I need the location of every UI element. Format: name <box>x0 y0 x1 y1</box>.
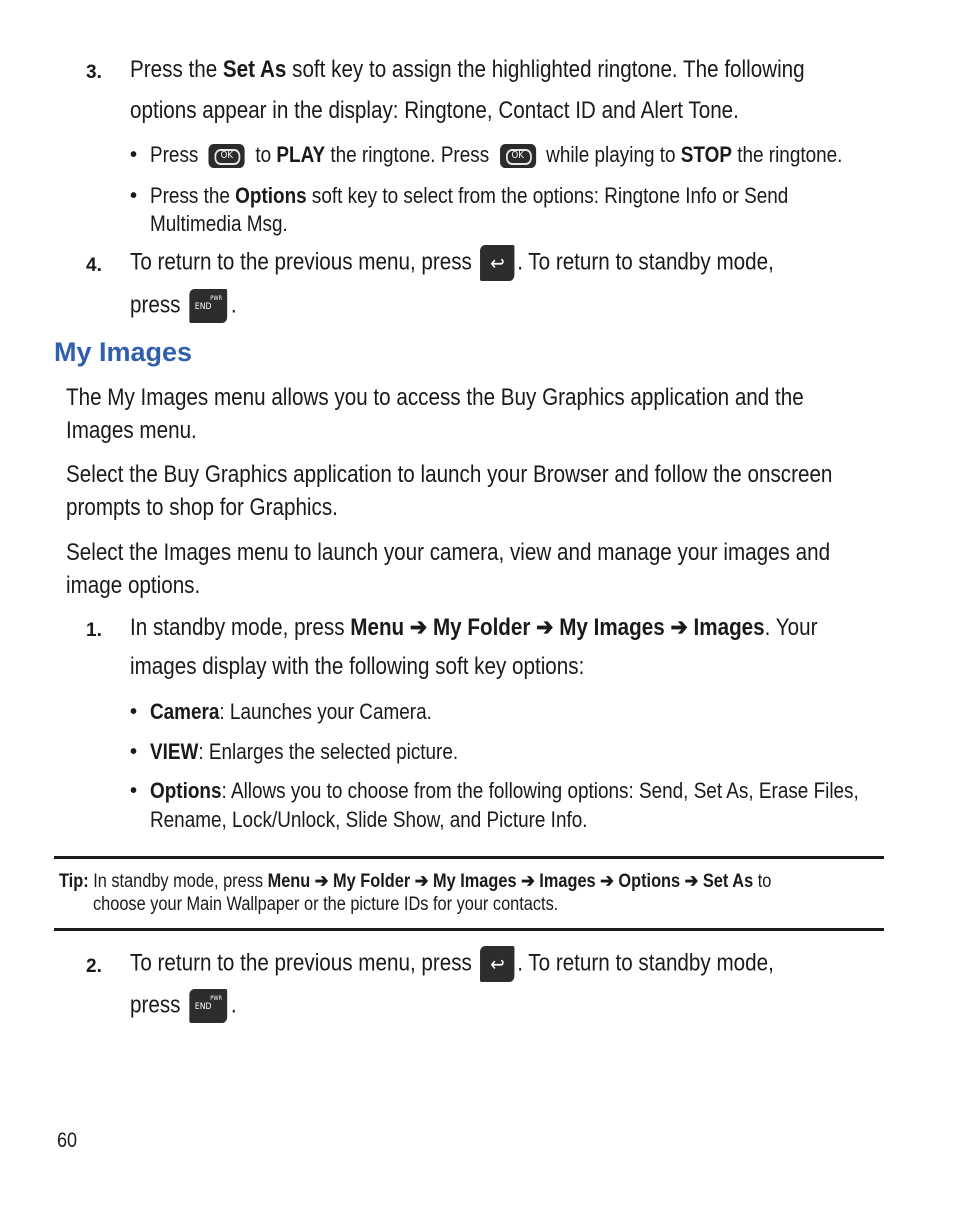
paragraph-line: prompts to shop for Graphics. <box>66 494 338 521</box>
end-key-icon: END PWR <box>190 989 228 1023</box>
ok-key-icon: OK <box>500 144 536 168</box>
step-text: options appear in the display: Ringtone, Contact ID and Alert Tone. <box>130 97 739 124</box>
bullet-text: Multimedia Msg. <box>150 211 288 236</box>
tip-text: choose your Main Wallpaper or the picture IDs for your contacts. <box>93 894 559 915</box>
bullet-text: Press OK to PLAY the ringtone. Press OK while playing to STOP the ringtone. <box>150 142 843 167</box>
back-key-icon: ↩ <box>480 245 514 281</box>
step-text: images display with the following soft key options: <box>130 653 585 680</box>
page-number: 60 <box>57 1129 78 1152</box>
bullet-text: Press the Options soft key to select from the options: Ringtone Info or Send <box>150 183 789 208</box>
bullet: • <box>130 701 138 723</box>
step-text: press END PWR . <box>130 289 254 323</box>
step-text: To return to the previous menu, press ↩ . To return to standby mode, <box>130 946 879 982</box>
step-number: 1. <box>86 620 102 641</box>
divider <box>54 928 884 931</box>
bullet-text: VIEW: Enlarges the selected picture. <box>150 739 459 764</box>
bullet-text: Rename, Lock/Unlock, Slide Show, and Picture Info. <box>150 807 588 832</box>
section-heading: My Images <box>54 337 193 367</box>
paragraph-line: image options. <box>66 572 201 599</box>
bullet: • <box>130 780 138 802</box>
back-key-icon: ↩ <box>480 946 514 982</box>
bullet: • <box>130 144 138 166</box>
tip-text: Tip: In standby mode, press Menu ➔ My Folder ➔ My Images ➔ Images ➔ Options ➔ Set As to <box>59 871 772 892</box>
bullet: • <box>130 741 138 763</box>
bullet-text: Camera: Launches your Camera. <box>150 699 432 724</box>
step-text: press END PWR . <box>130 989 254 1023</box>
paragraph-line: The My Images menu allows you to access the Buy Graphics application and the <box>66 384 804 411</box>
step-number: 2. <box>86 956 102 977</box>
step-text: To return to the previous menu, press ↩ . To return to standby mode, <box>130 245 879 281</box>
paragraph-line: Select the Images menu to launch your camera, view and manage your images and <box>66 539 831 566</box>
bullet: • <box>130 185 138 207</box>
bullet-text: Options: Allows you to choose from the following options: Send, Set As, Erase Files, <box>150 778 859 803</box>
ok-key-icon: OK <box>209 144 245 168</box>
step-number: 3. <box>86 62 102 83</box>
paragraph-line: Images menu. <box>66 417 197 444</box>
end-key-icon: END PWR <box>190 289 228 323</box>
paragraph-line: Select the Buy Graphics application to launch your Browser and follow the onscreen <box>66 461 833 488</box>
step-number: 4. <box>86 255 102 276</box>
divider <box>54 856 884 859</box>
step-text: In standby mode, press Menu ➔ My Folder ➔ My Images ➔ Images. Your <box>130 614 818 641</box>
step-text: Press the Set As soft key to assign the highlighted ringtone. The following <box>130 56 805 83</box>
